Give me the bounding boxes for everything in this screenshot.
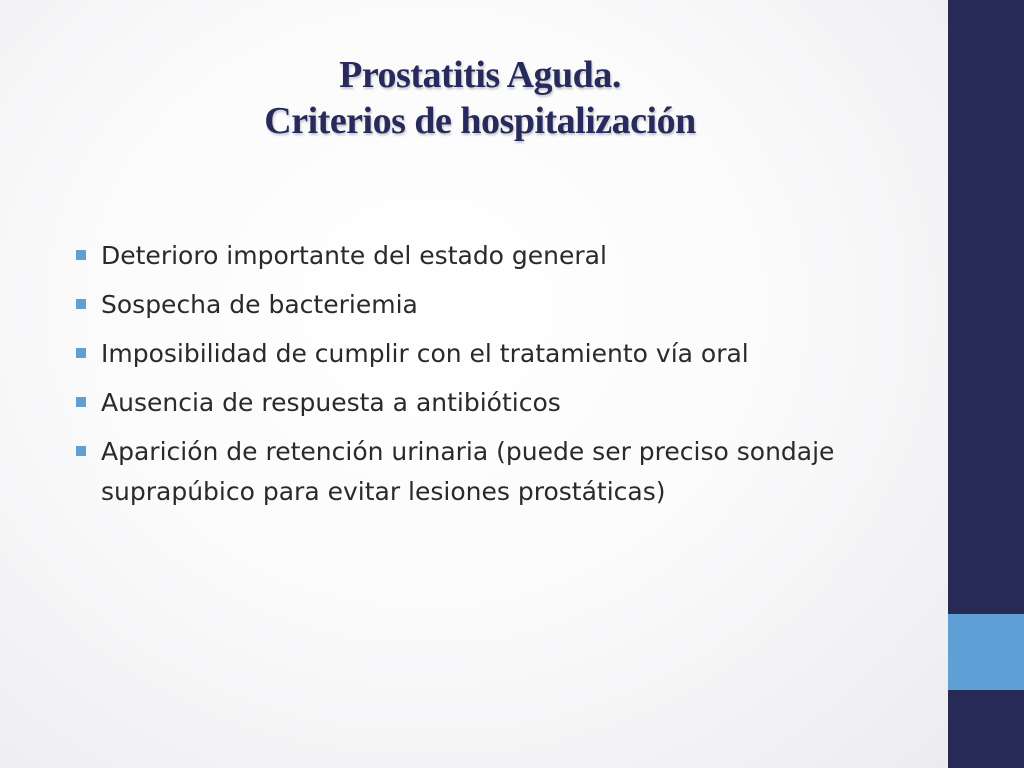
list-item: [74, 383, 914, 423]
square-bullet-icon: [76, 348, 86, 358]
bullet-text: Ausencia de respuesta a antibióticos: [101, 388, 561, 417]
bullet-text: Imposibilidad de cumplir con el tratamiento vía oral: [101, 339, 749, 368]
sidebar-decoration-top: [948, 0, 1024, 614]
list-item: [74, 334, 914, 374]
sidebar-decoration-bottom: [948, 690, 1024, 768]
title-line-2: Criterios de hospitalización: [264, 100, 696, 142]
square-bullet-icon: [76, 299, 86, 309]
list-item: [74, 285, 914, 325]
square-bullet-icon: [76, 397, 86, 407]
square-bullet-icon: [76, 250, 86, 260]
title-line-1: Prostatitis Aguda.: [339, 54, 621, 96]
list-item: [74, 432, 914, 512]
bullet-text: Deterioro importante del estado general: [101, 241, 607, 270]
bullet-text: Aparición de retención urinaria (puede ser preciso sondaje suprapúbico para evitar lesiones prostáticas): [101, 437, 835, 506]
bullet-list: [74, 236, 914, 521]
bullet-text: Sospecha de bacteriemia: [101, 290, 418, 319]
list-item: [74, 236, 914, 276]
square-bullet-icon: [76, 446, 86, 456]
slide-title: [120, 52, 840, 144]
sidebar-decoration-accent: [948, 614, 1024, 690]
